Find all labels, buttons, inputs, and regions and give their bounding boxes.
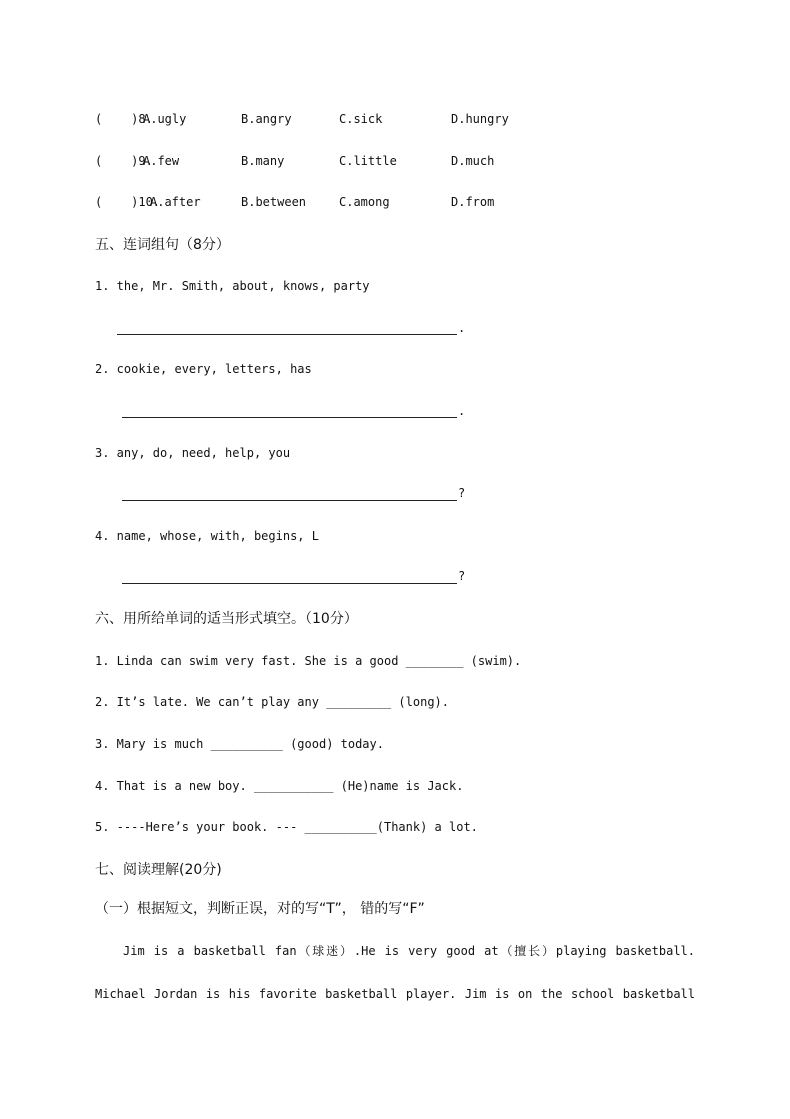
mc-option-b: B.between xyxy=(241,195,307,209)
section-7-title: 七、阅读理解(20分) xyxy=(95,862,222,878)
section-5-title: 五、连词组句（8分） xyxy=(95,237,230,253)
answer-line-4[interactable] xyxy=(122,569,457,584)
reorder-item-4-words: 4. name, whose, with, begins, L xyxy=(95,529,319,543)
fill-blank-item-3: 3. Mary is much __________ (good) today. xyxy=(95,737,384,751)
mc-question-10 xyxy=(95,195,695,211)
answer-line-1[interactable] xyxy=(117,320,457,335)
answer-1-punctuation: . xyxy=(458,321,466,335)
reorder-item-3-words: 3. any, do, need, help, you xyxy=(95,446,291,460)
answer-line-2[interactable] xyxy=(122,403,457,418)
fill-blank-item-1: 1. Linda can swim very fast. She is a good ________ (swim). xyxy=(95,654,522,668)
reading-passage-line-2: Michael Jordan is his favorite basketball player. Jim is on the school basketball xyxy=(95,987,695,1001)
mc-number: ( )10. xyxy=(95,195,161,209)
mc-number: ( )8. xyxy=(95,112,153,126)
reading-passage-line-1: Jim is a basketball fan（球迷）.He is very good at（擅长）playing basketball. xyxy=(123,944,695,958)
fill-blank-item-2: 2. It’s late. We can’t play any _________ (long). xyxy=(95,695,450,709)
answer-line-3[interactable] xyxy=(122,486,457,501)
mc-option-c: C.among xyxy=(339,195,390,209)
section-6-title: 六、用所给单词的适当形式填空。（10分） xyxy=(95,611,358,627)
mc-number: ( )9. xyxy=(95,154,153,168)
answer-3-punctuation: ? xyxy=(458,486,466,500)
mc-option-d: D.much xyxy=(451,154,495,168)
mc-option-b: B.angry xyxy=(241,112,292,126)
mc-option-d: D.from xyxy=(451,195,495,209)
fill-blank-item-5: 5. ----Here’s your book. --- __________(Thank) a lot. xyxy=(95,820,478,834)
mc-option-c: C.sick xyxy=(339,112,383,126)
mc-option-a: A.few xyxy=(143,154,180,168)
mc-option-c: C.little xyxy=(339,154,397,168)
reading-part-1-instructions: （一）根据短文，判断正误，对的写“T”， 错的写“F” xyxy=(95,901,425,917)
mc-option-a: A.ugly xyxy=(143,112,187,126)
reorder-item-1-words: 1. the, Mr. Smith, about, knows, party xyxy=(95,279,370,293)
mc-question-9 xyxy=(95,154,695,170)
answer-4-punctuation: ? xyxy=(458,569,466,583)
reorder-item-2-words: 2. cookie, every, letters, has xyxy=(95,362,312,376)
answer-2-punctuation: . xyxy=(458,404,466,418)
mc-option-b: B.many xyxy=(241,154,285,168)
mc-option-a: A.after xyxy=(150,195,201,209)
mc-option-d: D.hungry xyxy=(451,112,509,126)
fill-blank-item-4: 4. That is a new boy. ___________ (He)name is Jack. xyxy=(95,779,464,793)
mc-question-8 xyxy=(95,112,695,128)
